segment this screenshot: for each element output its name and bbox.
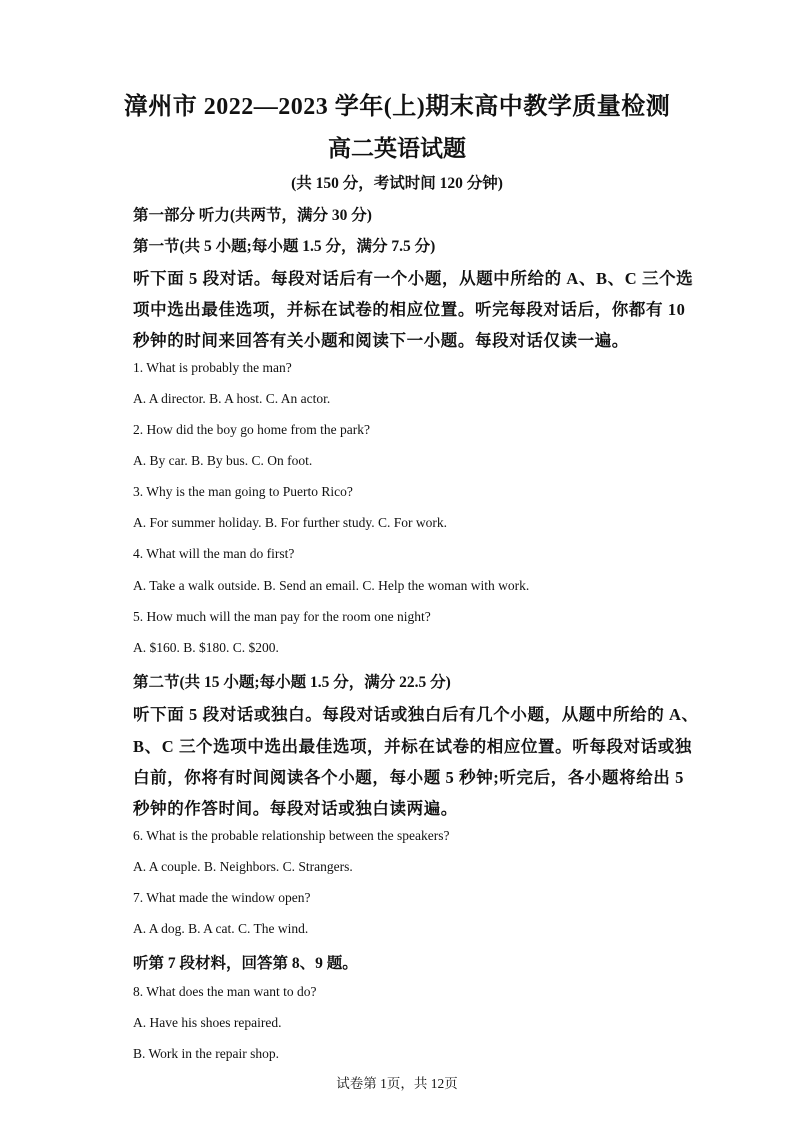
question-options: A. Take a walk outside. B. Send an email. C. Help the woman with work. xyxy=(133,578,530,593)
section1-heading: 第一节(共 5 小题;每小题 1.5 分，满分 7.5 分) xyxy=(133,238,436,255)
section2-instruction-line: 白前，你将有时间阅读各个小题，每小题 5 秒钟;听完后，各小题将给出 5 xyxy=(133,768,684,787)
material-7-heading: 听第 7 段材料，回答第 8、9 题。 xyxy=(133,955,358,972)
question-options: A. A director. B. A host. C. An actor. xyxy=(133,391,331,406)
question-stem: 4. What will the man do first? xyxy=(133,546,295,561)
page-footer: 试卷第 1页，共 12页 xyxy=(336,1076,458,1091)
question-options: A. By car. B. By bus. C. On foot. xyxy=(133,453,313,468)
section1-instruction-line: 听下面 5 段对话。每段对话后有一个小题，从题中所给的 A、B、C 三个选 xyxy=(133,269,694,288)
section2-instruction-line: 听下面 5 段对话或独白。每段对话或独白后有几个小题，从题中所给的 A、 xyxy=(133,705,699,724)
exam-info: (共 150 分，考试时间 120 分钟) xyxy=(291,175,503,192)
question-options: A. A dog. B. A cat. C. The wind. xyxy=(133,921,309,936)
section1-instruction-line: 秒钟的时间来回答有关小题和阅读下一小题。每段对话仅读一遍。 xyxy=(133,331,629,350)
question-stem: 7. What made the window open? xyxy=(133,890,311,905)
exam-subject: 高二英语试题 xyxy=(328,136,466,161)
section2-heading: 第二节(共 15 小题;每小题 1.5 分，满分 22.5 分) xyxy=(133,674,451,691)
question-options: A. A couple. B. Neighbors. C. Strangers. xyxy=(133,859,353,874)
section2-instruction-line: B、C 三个选项中选出最佳选项，并标在试卷的相应位置。听每段对话或独 xyxy=(133,737,692,756)
question-options: A. $160. B. $180. C. $200. xyxy=(133,640,279,655)
question-option: A. Have his shoes repaired. xyxy=(133,1015,282,1030)
question-stem: 3. Why is the man going to Puerto Rico? xyxy=(133,484,353,499)
section1-instruction-line: 项中选出最佳选项，并标在试卷的相应位置。听完每段对话后，你都有 10 xyxy=(133,300,686,319)
question-stem: 8. What does the man want to do? xyxy=(133,984,317,999)
question-options: A. For summer holiday. B. For further study. C. For work. xyxy=(133,515,447,530)
part1-heading: 第一部分 听力(共两节，满分 30 分) xyxy=(133,207,372,224)
section2-instruction-line: 秒钟的作答时间。每段对话或独白读两遍。 xyxy=(133,799,458,818)
question-stem: 5. How much will the man pay for the room one night? xyxy=(133,609,431,624)
question-stem: 2. How did the boy go home from the park? xyxy=(133,422,370,437)
question-stem: 1. What is probably the man? xyxy=(133,360,292,375)
question-stem: 6. What is the probable relationship between the speakers? xyxy=(133,828,450,843)
exam-title: 漳州市 2022—2023 学年(上)期末高中教学质量检测 xyxy=(123,94,671,120)
question-option: B. Work in the repair shop. xyxy=(133,1046,280,1061)
